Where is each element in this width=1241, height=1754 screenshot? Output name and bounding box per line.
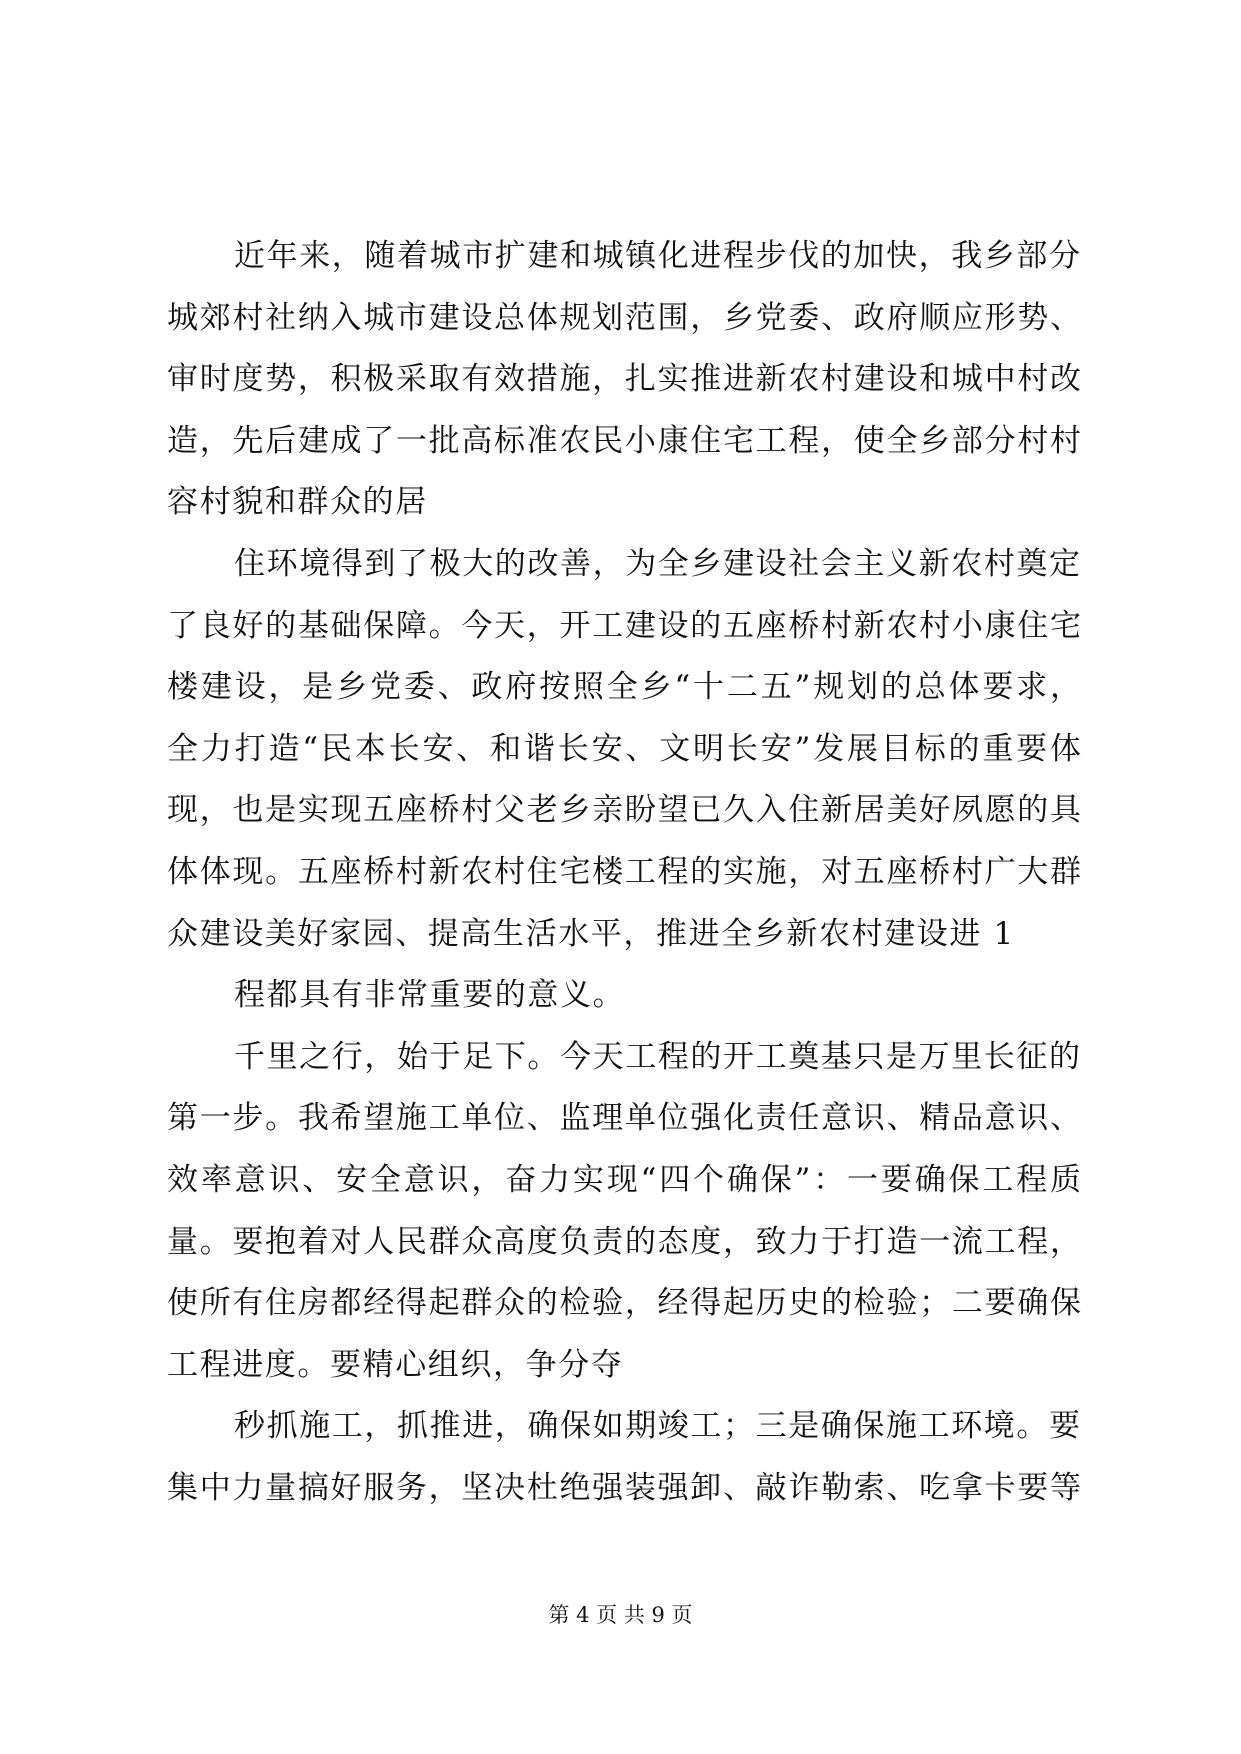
text-line: 工程进度。要精心组织，争分夺 <box>167 1346 624 1383</box>
body-text <box>167 226 1081 1519</box>
text-line: 集中力量搞好服务，坚决杜绝强装强卸、敲诈勒索、吃拿卡要等 <box>167 1469 1081 1506</box>
text-line: 量。要抱着对人民群众高度负责的态度，致力于打造一流工程， <box>167 1223 1081 1260</box>
text-line: 审时度势，积极采取有效措施，扎实推进新农村建设和城中村改 <box>167 361 1081 398</box>
text-line: 使所有住房都经得起群众的检验，经得起历史的检验；二要确保 <box>167 1285 1081 1322</box>
text-line: 效率意识、安全意识，奋力实现“四个确保”：一要确保工程质 <box>167 1161 1081 1198</box>
text-line: 住环境得到了极大的改善，为全乡建设社会主义新农村奠定 <box>234 545 1082 582</box>
text-line: 千里之行，始于足下。今天工程的开工奠基只是万里长征的 <box>234 1038 1082 1075</box>
page-footer: 第 4 页 共 9 页 <box>548 1603 693 1627</box>
text-line: 第一步。我希望施工单位、监理单位强化责任意识、精品意识、 <box>167 1100 1081 1137</box>
text-line: 众建设美好家园、提高生活水平，推进全乡新农村建设进 1 <box>167 915 1015 952</box>
text-line: 现，也是实现五座桥村父老乡亲盼望已久入住新居美好夙愿的具 <box>167 792 1081 829</box>
text-line: 楼建设，是乡党委、政府按照全乡“十二五”规划的总体要求， <box>167 669 1081 706</box>
text-line: 秒抓施工，抓推进，确保如期竣工；三是确保施工环境。要 <box>234 1408 1082 1445</box>
text-line: 了良好的基础保障。今天，开工建设的五座桥村新农村小康住宅 <box>167 607 1081 644</box>
text-line: 造，先后建成了一批高标准农民小康住宅工程，使全乡部分村村 <box>167 422 1081 459</box>
text-line: 城郊村社纳入城市建设总体规划范围，乡党委、政府顺应形势、 <box>167 299 1081 336</box>
text-line: 全力打造“民本长安、和谐长安、文明长安”发展目标的重要体 <box>167 730 1081 767</box>
text-line: 容村貌和群众的居 <box>167 484 428 521</box>
text-line: 程都具有非常重要的意义。 <box>234 977 626 1014</box>
text-line: 近年来，随着城市扩建和城镇化进程步伐的加快，我乡部分 <box>234 238 1082 274</box>
text-line: 体体现。五座桥村新农村住宅楼工程的实施，对五座桥村广大群 <box>167 853 1081 890</box>
